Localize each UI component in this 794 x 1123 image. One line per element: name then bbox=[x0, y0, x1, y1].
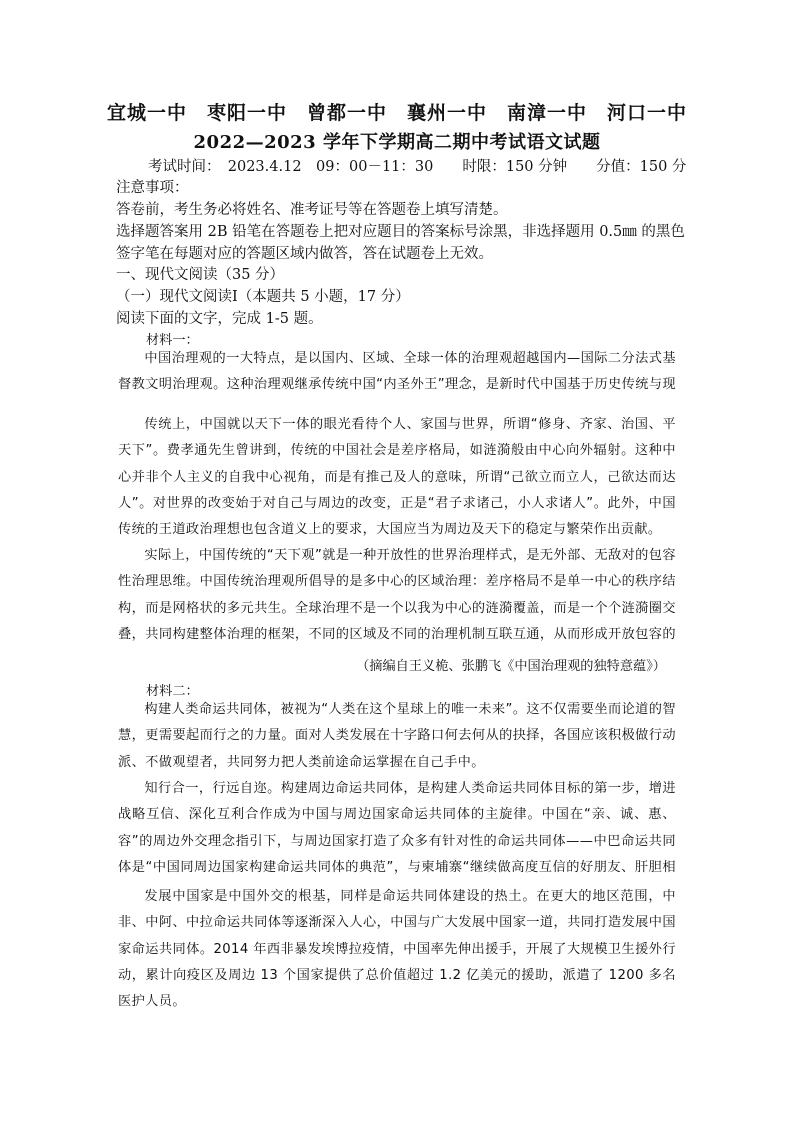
notice-item-2-line-1: 选择题答案用 2B 铅笔在答题卷上把对应题目的答案标号涂黑，非选择题用 0.5㎜ 的黑色 bbox=[116, 224, 685, 240]
section-heading: 一、现代文阅读（35 分） bbox=[116, 267, 285, 283]
exam-title: 2022—2023 学年下学期高二期中考试语文试题 bbox=[193, 132, 601, 153]
material-1-paragraph-3: 实际上，中国传统的“天下观”就是一种开放性的世界治理样式，是无外部、无敌对的包容性治理思维。中国传统治理观所倡导的是多中心的区域治理：差序格局不是单一中心的秩序结构，而是网格状的多元共生。全球治理不是一个以我为中心的涟漪覆盖，而是一个个涟漪圈交叠，共同构建整体治理的框架，不同的区域及不同的治理机制互联互通，从而形成开放包容的 bbox=[118, 548, 676, 642]
material-2-label: 材料二： bbox=[146, 684, 199, 699]
material-1-source: （摘编自王义桅、张鹏飞《中国治理观的独特意蕴》） bbox=[356, 659, 666, 674]
material-1-paragraph-1: 中国治理观的一大特点，是以国内、区域、全球一体的治理观超越国内—国际二分法式基督教文明治理观。这种治理观继承传统中国“内圣外王”理念，是新时代中国基于历史传统与现 bbox=[118, 351, 676, 393]
material-2-paragraph-1: 构建人类命运共同体，被视为“人类在这个星球上的唯一未来”。这不仅需要坐而论道的智慧，更需要起而行之的力量。面对人类发展在十字路口何去何从的抉择，各国应该积极做行动派、不做观望者，共同努力把人类前途命运掌握在自己手中。 bbox=[118, 702, 676, 770]
subsection-heading: （一）现代文阅读Ⅰ（本题共 5 小题，17 分） bbox=[116, 289, 410, 305]
reading-instruction: 阅读下面的文字，完成 1-5 题。 bbox=[116, 311, 323, 327]
notice-item-2-line-2: 签字笔在每题对应的答题区域内做答，答在试题卷上无效。 bbox=[116, 246, 493, 262]
exam-info: 考试时间： 2023.4.12 09：00－11：30 时限：150 分钟 分值：150 分 bbox=[148, 159, 687, 175]
material-1-label: 材料一： bbox=[146, 333, 199, 348]
material-2-paragraph-3: 发展中国家是中国外交的根基，同样是命运共同体建设的热土。在更大的地区范围，中非、中阿、中拉命运共同体等逐渐深入人心，中国与广大发展中国家一道，共同打造发展中国家命运共同体。2014 年西非暴发埃博拉疫情，中国率先伸出援手，开展了大规模卫生援外行动，累计向疫区及周边 13 个国家提供了总价值超过 1.2 亿美元的援助，派遣了 1200 多名医护人员。 bbox=[118, 889, 676, 1010]
notice-item-1: 答卷前，考生务必将姓名、准考证号等在答题卷上填写清楚。 bbox=[116, 202, 508, 218]
school-names: 宜城一中 枣阳一中 曾都一中 襄州一中 南漳一中 河口一中 bbox=[106, 102, 687, 124]
notice-heading: 注意事项： bbox=[116, 180, 189, 196]
material-2-paragraph-2: 知行合一，行远自迩。构建周边命运共同体，是构建人类命运共同体目标的第一步，增进战略互信、深化互利合作成为中国与周边国家命运共同体的主旋律。中国在“亲、诚、惠、容”的周边外交理念指引下，与周边国家打造了众多有针对性的命运共同体——中巴命运共同体是“中国同周边国家构建命运共同体的典范”，与柬埔寨“继续做高度互信的好朋友、肝胆相 bbox=[118, 781, 676, 875]
material-1-paragraph-2: 传统上，中国就以天下一体的眼光看待个人、家国与世界，所谓“修身、齐家、治国、平天下”。费孝通先生曾讲到，传统的中国社会是差序格局，如涟漪般由中心向外辐射。这种中心并非个人主义的自我中心视角，而是有推己及人的意味，所谓“己欲立而立人，己欲达而达人”。对世界的改变始于对自己与周边的改变，正是“君子求诸己，小人求诸人”。此外，中国传统的王道政治理想也包含道义上的要求，大国应当为周边及天下的稳定与繁荣作出贡献。 bbox=[118, 417, 676, 538]
